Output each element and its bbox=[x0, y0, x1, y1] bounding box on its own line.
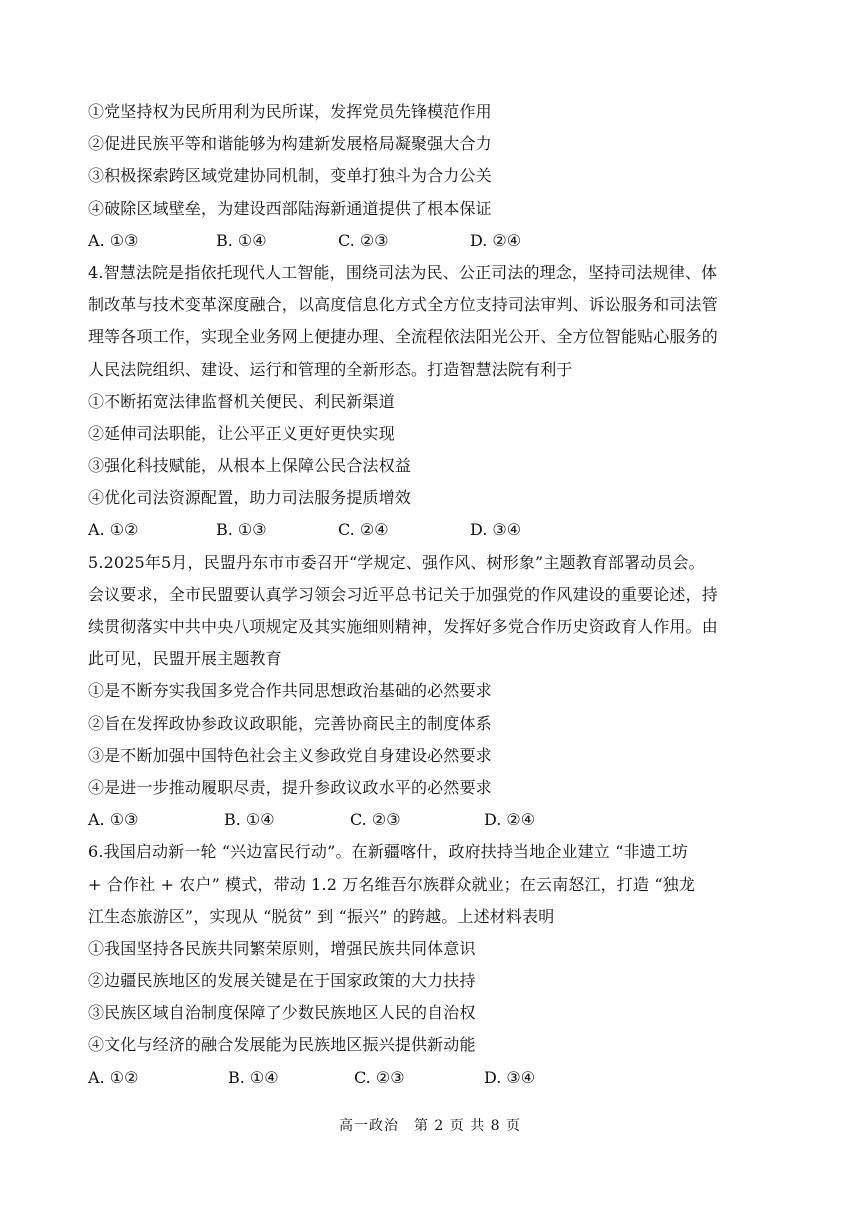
q6-item-1: ①我国坚持各民族共同繁荣原则，增强民族共同体意识 bbox=[88, 938, 476, 958]
q5-options bbox=[88, 804, 778, 836]
q4-option-a: A. ①② bbox=[88, 520, 139, 540]
q6-stem-line-3: 江生态旅游区”，实现从 “脱贫” 到 “振兴” 的跨越。上述材料表明 bbox=[88, 906, 555, 926]
q6-stem-line-1: 6.我国启动新一轮 “兴边富民行动”。在新疆喀什，政府扶持当地企业建立 “非遗工坊 bbox=[88, 842, 689, 862]
q6-option-c: C. ②③ bbox=[354, 1067, 405, 1087]
question-5 bbox=[88, 547, 778, 837]
q4-option-b: B. ①③ bbox=[216, 520, 267, 540]
q3-option-d: D. ②④ bbox=[470, 230, 522, 250]
question-3-items bbox=[88, 96, 778, 225]
q4-option-d: D. ③④ bbox=[470, 520, 522, 540]
q6-item-3: ③民族区域自治制度保障了少数民族地区人民的自治权 bbox=[88, 1003, 476, 1023]
question-4 bbox=[88, 257, 778, 547]
q5-stem-line-2: 会议要求，全市民盟要认真学习领会习近平总书记关于加强党的作风建设的重要论述，持 bbox=[88, 584, 718, 604]
q5-item-4: ④是进一步推动履职尽责，提升参政议政水平的必然要求 bbox=[88, 777, 492, 797]
q4-item-4: ④优化司法资源配置，助力司法服务提质增效 bbox=[88, 488, 412, 508]
q6-option-d: D. ③④ bbox=[484, 1067, 536, 1087]
q5-option-c: C. ②③ bbox=[350, 810, 401, 830]
q4-options bbox=[88, 514, 778, 546]
q6-option-a: A. ①② bbox=[88, 1067, 139, 1087]
q5-option-b: B. ①④ bbox=[224, 810, 275, 830]
q5-item-3: ③是不断加强中国特色社会主义参政党自身建设必然要求 bbox=[88, 745, 492, 765]
exam-page-body bbox=[88, 96, 778, 1094]
q5-item-1: ①是不断夯实我国多党合作共同思想政治基础的必然要求 bbox=[88, 681, 492, 701]
q3-options bbox=[88, 225, 778, 257]
q6-item-2: ②边疆民族地区的发展关键是在于国家政策的大力扶持 bbox=[88, 971, 476, 991]
q5-stem-line-1: 5.2025年5月，民盟丹东市市委召开“学规定、强作风、树形象”主题教育部署动员会。 bbox=[88, 552, 705, 572]
q4-stem-line-3: 理等各项工作，实现全业务网上便捷办理、全流程依法阳光公开、全方位智能贴心服务的 bbox=[88, 327, 718, 347]
q6-option-b: B. ①④ bbox=[228, 1067, 279, 1087]
question-6 bbox=[88, 836, 778, 1094]
q3-option-b: B. ①④ bbox=[216, 230, 267, 250]
q4-item-3: ③强化科技赋能，从根本上保障公民合法权益 bbox=[88, 456, 412, 476]
q5-stem-line-3: 续贯彻落实中共中央八项规定及其实施细则精神，发挥好多党合作历史资政育人作用。由 bbox=[88, 617, 718, 636]
q3-item-1: ①党坚持权为民所用利为民所谋，发挥党员先锋模范作用 bbox=[88, 102, 492, 121]
q4-stem-line-2: 制改革与技术变革深度融合，以高度信息化方式全方位支持司法审判、诉讼服务和司法管 bbox=[88, 295, 718, 315]
q4-stem-line-4: 人民法院组织、建设、运行和管理的全新形态。打造智慧法院有利于 bbox=[88, 359, 573, 379]
q4-item-2: ②延伸司法职能，让公平正义更好更快实现 bbox=[88, 423, 395, 443]
q5-option-a: A. ①③ bbox=[88, 810, 139, 830]
q6-options bbox=[88, 1062, 778, 1094]
page-footer: 高一政治 第 2 页 共 8 页 bbox=[338, 1118, 522, 1134]
q6-stem-line-2: + 合作社 + 农户” 模式，带动 1.2 万名维吾尔族群众就业；在云南怒江，打造 “独龙 bbox=[88, 874, 695, 894]
q3-item-3: ③积极探索跨区域党建协同机制，变单打独斗为合力公关 bbox=[88, 166, 492, 186]
q3-item-4: ④破除区域壁垒，为建设西部陆海新通道提供了根本保证 bbox=[88, 198, 492, 218]
q6-item-4: ④文化与经济的融合发展能为民族地区振兴提供新动能 bbox=[88, 1035, 476, 1055]
q4-option-c: C. ②④ bbox=[338, 520, 389, 540]
q5-item-2: ②旨在发挥政协参政议政职能，完善协商民主的制度体系 bbox=[88, 713, 492, 733]
q5-option-d: D. ②④ bbox=[484, 810, 536, 830]
q3-option-a: A. ①③ bbox=[88, 230, 139, 250]
q3-item-2: ②促进民族平等和谐能够为构建新发展格局凝聚强大合力 bbox=[88, 134, 492, 154]
q4-stem-line-1: 4.智慧法院是指依托现代人工智能，围绕司法为民、公正司法的理念，坚持司法规律、体 bbox=[88, 262, 718, 282]
q4-item-1: ①不断拓宽法律监督机关便民、利民新渠道 bbox=[88, 391, 395, 411]
q3-option-c: C. ②③ bbox=[338, 230, 389, 250]
q5-stem-line-4: 此可见，民盟开展主题教育 bbox=[88, 649, 282, 669]
